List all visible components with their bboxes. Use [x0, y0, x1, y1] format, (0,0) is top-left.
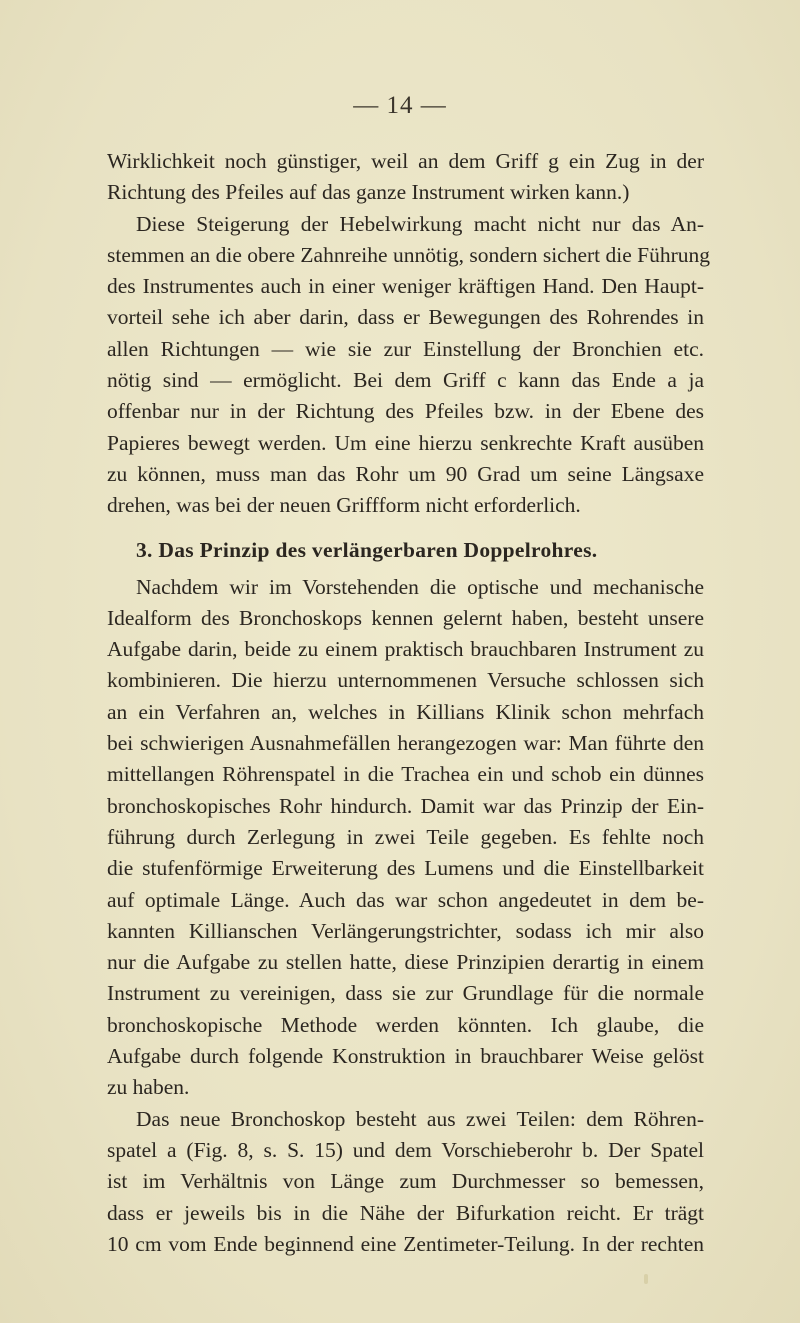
- text-line: Instrument zu vereinigen, dass sie zur Grundlage für die normale: [107, 981, 704, 1006]
- text-line: bronchoskopische Methode werden könnten. Ich glaube, die: [107, 1012, 704, 1037]
- text-line: stemmen an die obere Zahnreihe unnötig, sondern sichert die Führung: [107, 242, 711, 267]
- text-line: vorteil sehe ich aber darin, dass er Bewegungen des Rohrendes in: [107, 305, 704, 330]
- text-line: Das neue Bronchoskop besteht aus zwei Teilen: dem Röhren-: [136, 1106, 704, 1131]
- text-line: führung durch Zerlegung in zwei Teile gegeben. Es fehlte noch: [107, 824, 704, 849]
- text-line: 10 cm vom Ende beginnend eine Zentimeter-Teilung. In der rechten: [107, 1231, 704, 1256]
- body-text: [107, 146, 711, 1260]
- paragraph: [107, 209, 711, 522]
- text-line: Aufgabe darin, beide zu einem praktisch brauchbaren Instrument zu: [107, 637, 704, 662]
- paragraph: [107, 1104, 704, 1260]
- text-line: des Instrumentes auch in einer weniger kräftigen Hand. Den Haupt-: [107, 274, 704, 299]
- text-line: bronchoskopisches Rohr hindurch. Damit war das Prinzip der Ein-: [107, 793, 704, 818]
- section-heading: 3. Das Prinzip des verlängerbaren Doppelrohres.: [136, 537, 598, 562]
- text-line: Diese Steigerung der Hebelwirkung macht nicht nur das An-: [136, 211, 704, 236]
- text-line: Nachdem wir im Vorstehenden die optische und mechanische: [136, 574, 704, 599]
- text-line: spatel a (Fig. 8, s. S. 15) und dem Vorschieberohr b. Der Spatel: [107, 1137, 704, 1162]
- text-line: die stufenförmige Erweiterung des Lumens und die Einstellbarkeit: [107, 856, 704, 881]
- text-line: auf optimale Länge. Auch das war schon angedeutet in dem be-: [107, 887, 704, 912]
- text-line: Wirklichkeit noch günstiger, weil an dem Griff g ein Zug in der: [107, 149, 704, 173]
- text-line: zu haben.: [107, 1075, 190, 1100]
- text-line: Richtung des Pfeiles auf das ganze Instrument wirken kann.): [107, 180, 630, 205]
- text-line: zu können, muss man das Rohr um 90 Grad um seine Längsaxe: [107, 461, 704, 486]
- text-line: kombinieren. Die hierzu unternommenen Versuche schlossen sich: [107, 668, 704, 693]
- text-line: allen Richtungen — wie sie zur Einstellung der Bronchien etc.: [107, 336, 704, 361]
- text-line: Papieres bewegt werden. Um eine hierzu senkrechte Kraft ausüben: [107, 430, 704, 455]
- text-line: offenbar nur in der Richtung des Pfeiles bzw. in der Ebene des: [107, 399, 704, 424]
- text-line: nur die Aufgabe zu stellen hatte, diese Prinzipien derartig in einem: [107, 950, 704, 975]
- text-line: kannten Killianschen Verlängerungstrichter, sodass ich mir also: [107, 918, 704, 943]
- page-number: — 14 —: [353, 92, 447, 119]
- paragraph: [107, 572, 704, 1104]
- text-line: bei schwierigen Ausnahmefällen herangezogen war: Man führte den: [107, 731, 704, 756]
- text-line: mittellangen Röhrenspatel in die Trachea ein und schob ein dünnes: [107, 762, 704, 787]
- paragraph: [107, 146, 704, 209]
- text-line: an ein Verfahren an, welches in Killians Klinik schon mehrfach: [107, 699, 704, 724]
- text-line: Aufgabe durch folgende Konstruktion in brauchbarer Weise gelöst: [107, 1044, 704, 1069]
- text-line: ist im Verhältnis von Länge zum Durchmesser so bemessen,: [107, 1169, 704, 1194]
- text-line: dass er jeweils bis in die Nähe der Bifurkation reicht. Er trägt: [107, 1200, 704, 1225]
- text-line: drehen, was bei der neuen Griffform nicht erforderlich.: [107, 493, 581, 518]
- text-line: nötig sind — ermöglicht. Bei dem Griff c kann das Ende a ja: [107, 368, 704, 393]
- text-line: Idealform des Bronchoskops kennen gelernt haben, besteht unsere: [107, 605, 704, 630]
- paper-speck: [644, 1274, 648, 1284]
